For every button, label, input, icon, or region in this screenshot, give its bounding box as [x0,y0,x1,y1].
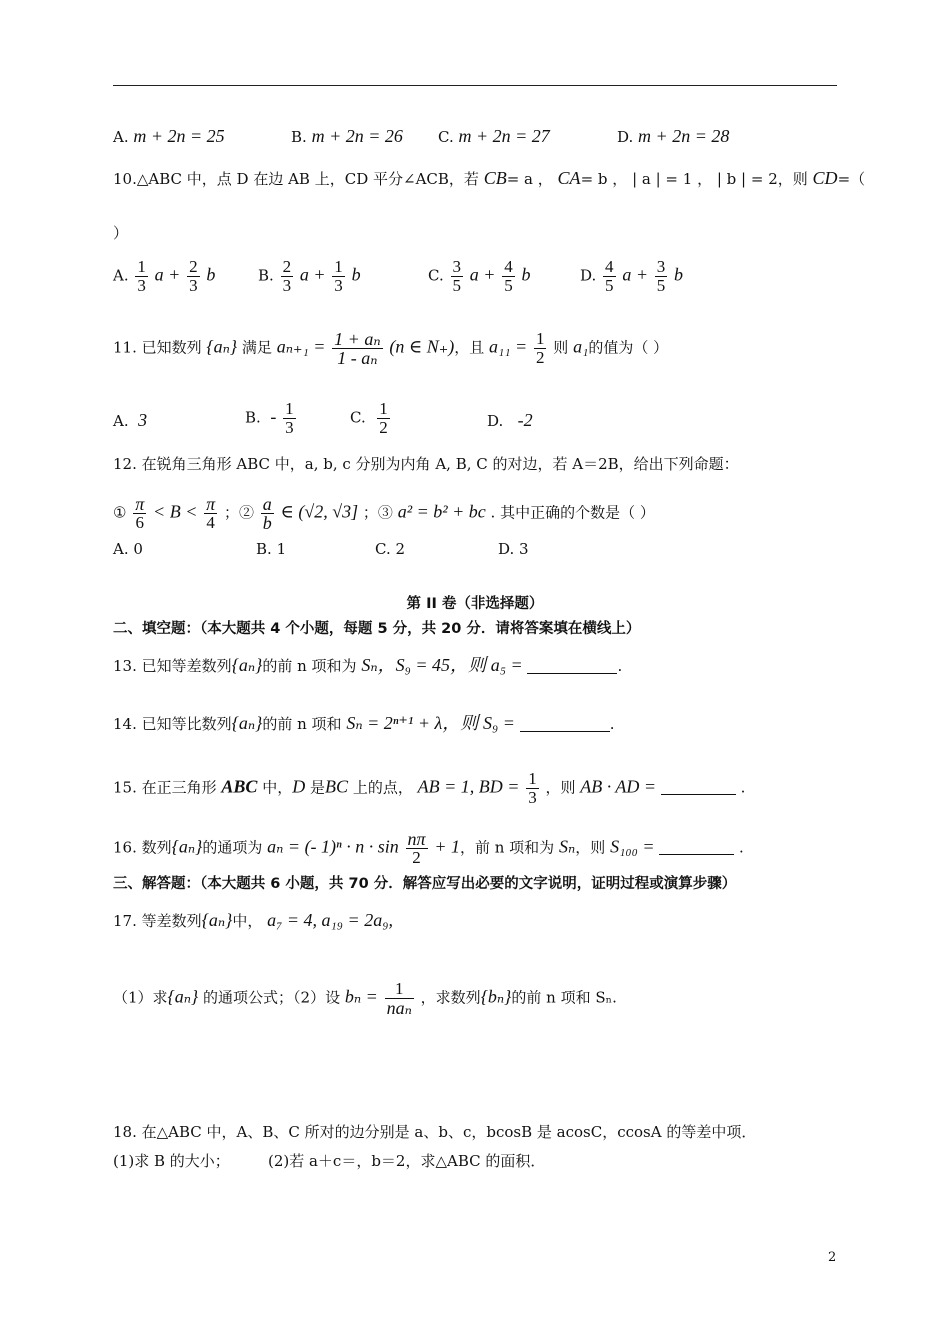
q10-stem: 10.△ABC 中，点 D 在边 AB 上，CD 平分∠ACB，若 CB= a ， CA= b ， | a | = 1 ， | b | = 2，则 CD=（ [113,168,866,188]
q18-stem: 18. 在△ABC 中，A、B、C 所对的边分别是 a、b、c，bcosB 是 acosC，ccosA 的等差中项． [113,1123,757,1141]
section-ii-title: 第 II 卷（非选择题） [406,596,544,612]
q12-option-a: A. 0 [113,540,143,558]
q16-stem: 16. 数列{aₙ}的通项为 aₙ = (- 1)ⁿ · n · sin $\frac{n\pi}{2}$ + 1，前 n 项和为 Sₙ，则 S₁₀₀ = . [113,829,744,867]
q15-answer-blank [661,782,736,795]
section-ii-heading: 二、填空题：（本大题共 4 个小题，每题 5 分，共 20 分．请将答案填在横线上） [113,621,641,637]
q12-option-d: D. 3 [498,540,529,558]
section-iii-heading: 三、解答题：（本大题共 6 小题，共 70 分．解答应写出必要的文字说明，证明过程或演算步骤） [113,876,737,892]
q13-stem: 13. 已知等差数列{aₙ}的前 n 项和为 Sₙ，S₉ = 45，则 a₅ = . [113,655,623,675]
q16-answer-blank [659,842,734,855]
q14-answer-blank [520,719,610,732]
q18-parts: (1)求 B 的大小； (2)若 a＋c＝，b＝2，求△ABC 的面积． [113,1152,546,1170]
q11-stem: 11. 已知数列 {aₙ} 满足 aₙ₊₁ = $\frac{\text{1 + aₙ}}{\text{1 - aₙ}}$ (n ∈ N₊)，且 a₁₁ = $\frac{1}{2}$ 则 a₁的值为（ ） [113,329,669,368]
q10-stem-tail: ） [113,224,129,242]
q17-stem: 17. 等差数列{aₙ}中， a₇ = 4, a₁₉ = 2a₉, [113,910,393,930]
q15-stem: 15. 在正三角形 ABC 中，D 是BC 上的点， AB = 1, BD = $\frac{1}{3}$ ，则 AB · AD = . [113,769,746,807]
q10-option-d: D. $\frac{4}{5}$ a + $\frac{3}{5}$ b [580,257,684,295]
q12-stem: 12. 在锐角三角形 ABC 中，a, b, c 分别为内角 A, B, C 的对边，若 A＝2B，给出下列命题： [113,455,739,473]
q12-option-b: B. 1 [256,540,287,558]
q11-option-c: C. $\frac{1}{2}$ [350,399,388,437]
q11-option-a: A. 3 [113,410,148,430]
q9-option-a: A. m + 2n = 25 [113,126,225,146]
q9-option-b: B. m + 2n = 26 [291,126,403,146]
q11-option-d: D. -2 [487,410,533,430]
q12-option-c: C. 2 [375,540,406,558]
q9-option-c: C. m + 2n = 27 [438,126,550,146]
q17-parts: （1）求{aₙ} 的通项公式；（2）设 bₙ = $\frac{1}{\text{naₙ}}$ ，求数列{bₙ}的前 n 项和 Sₙ. [113,979,617,1018]
header-rule [113,85,837,86]
q10-option-c: C. $\frac{3}{5}$ a + $\frac{4}{5}$ b [428,257,531,295]
q10-option-a: A. $\frac{1}{3}$ a + $\frac{2}{3}$ b [113,257,216,295]
q14-stem: 14. 已知等比数列{aₙ}的前 n 项和 Sₙ = 2ⁿ⁺¹ + λ，则 S₉ = . [113,713,615,733]
page-number: 2 [828,1250,837,1265]
q9-option-d: D. m + 2n = 28 [617,126,730,146]
q10-option-b: B. $\frac{2}{3}$ a + $\frac{1}{3}$ b [258,257,361,295]
q13-answer-blank [527,661,617,674]
q12-propositions: ① $\frac{\pi}{6}$ < B < $\frac{\pi}{4}$ ；② $\frac{a}{b}$ ∈ (√2, √3] ；③ a² = b² + bc . 其中正确的个数是（ ） [113,494,655,533]
q11-option-b: B. - $\frac{1}{3}$ [245,399,294,437]
